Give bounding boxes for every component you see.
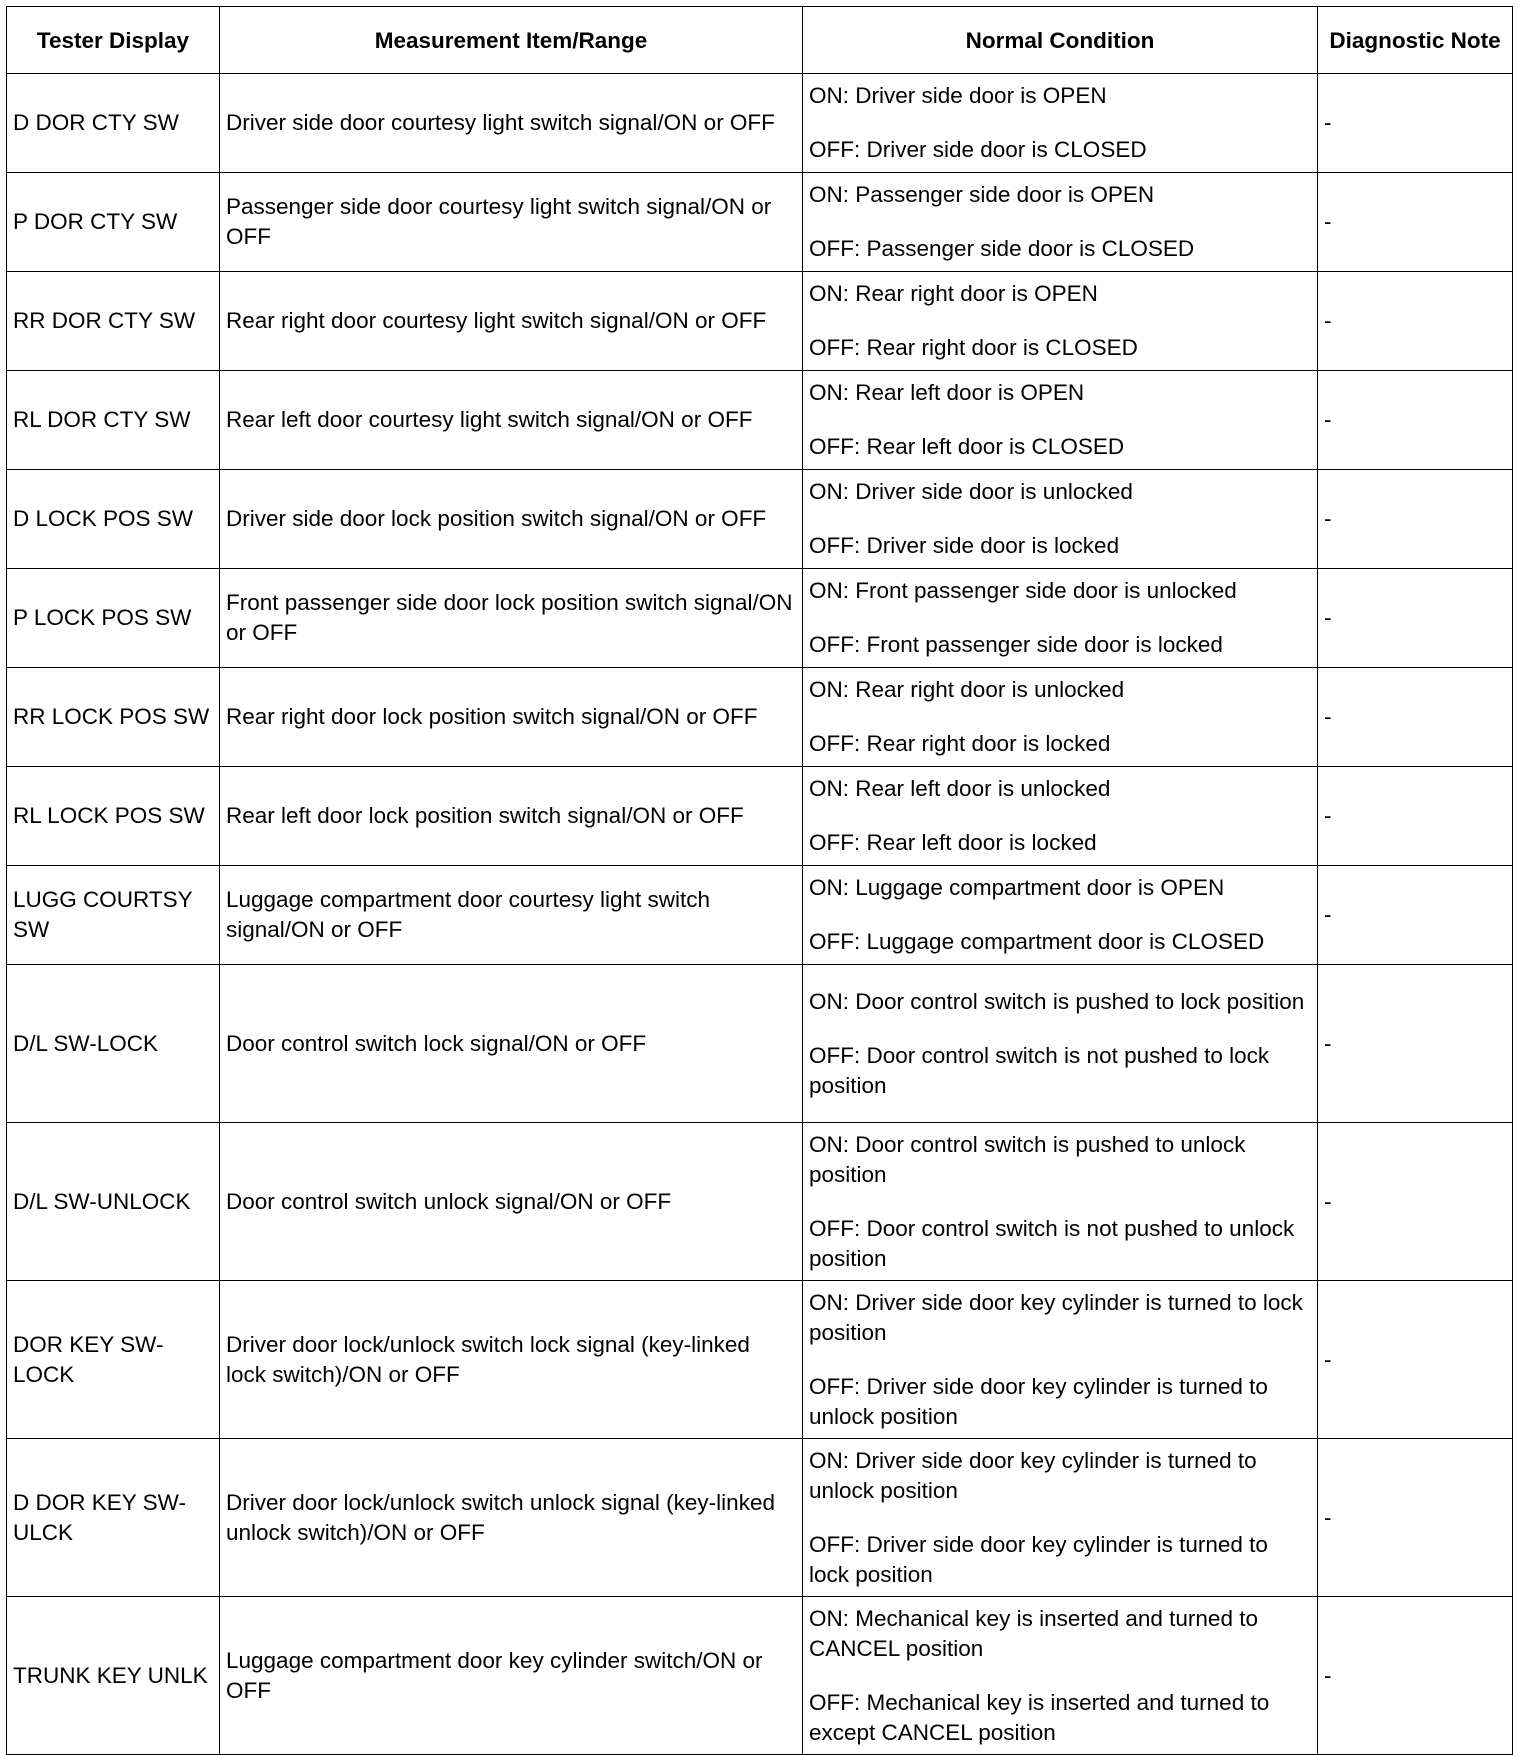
tester-display-cell: D/L SW-UNLOCK	[7, 1123, 220, 1281]
condition-on-text: ON: Passenger side door is OPEN	[809, 182, 1155, 207]
table-body	[7, 74, 1513, 1755]
condition-on-text: ON: Door control switch is pushed to lock position	[809, 988, 1305, 1014]
measurement-cell: Rear right door courtesy light switch signal/ON or OFF	[220, 272, 803, 371]
diagnostic-note-cell: -	[1318, 1439, 1513, 1597]
normal-condition-cell	[803, 272, 1318, 371]
normal-condition-cell	[803, 1281, 1318, 1439]
normal-condition-cell	[803, 569, 1318, 668]
condition-spacer	[809, 1190, 1311, 1214]
normal-condition-cell	[803, 866, 1318, 965]
data-list-sheet	[6, 6, 1512, 1755]
condition-spacer	[809, 210, 1311, 234]
tester-display-cell: P LOCK POS SW	[7, 569, 220, 668]
condition-off-text: OFF: Driver side door key cylinder is turned to unlock position	[809, 1373, 1268, 1429]
measurement-cell: Passenger side door courtesy light switch signal/ON or OFF	[220, 173, 803, 272]
condition-off-text: OFF: Driver side door key cylinder is turned to lock position	[809, 1531, 1268, 1587]
condition-off-text: OFF: Door control switch is not pushed to lock position	[809, 1042, 1270, 1098]
table-row	[7, 767, 1513, 866]
condition-off-text: OFF: Mechanical key is inserted and turned to except CANCEL position	[809, 1689, 1270, 1745]
table-row	[7, 1439, 1513, 1597]
diagnostic-note-cell: -	[1318, 965, 1513, 1123]
table-header-row	[7, 7, 1513, 74]
diagnostic-note-cell: -	[1318, 668, 1513, 767]
condition-off-text: OFF: Rear right door is locked	[809, 731, 1111, 756]
normal-condition-cell	[803, 74, 1318, 173]
condition-on-text: ON: Rear left door is unlocked	[809, 776, 1111, 801]
header-normal-condition: Normal Condition	[803, 7, 1318, 74]
tester-display-cell: TRUNK KEY UNLK	[7, 1597, 220, 1755]
tester-display-cell: RR LOCK POS SW	[7, 668, 220, 767]
condition-spacer	[809, 111, 1311, 135]
table-row	[7, 470, 1513, 569]
diagnostic-note-cell: -	[1318, 1597, 1513, 1755]
diagnostic-note-cell: -	[1318, 866, 1513, 965]
measurement-cell: Rear left door lock position switch signal/ON or OFF	[220, 767, 803, 866]
table-row	[7, 1123, 1513, 1281]
condition-on-text: ON: Driver side door key cylinder is turned to unlock position	[809, 1447, 1257, 1503]
measurement-cell: Door control switch unlock signal/ON or OFF	[220, 1123, 803, 1281]
condition-spacer	[809, 309, 1311, 333]
table-row	[7, 668, 1513, 767]
condition-spacer	[809, 507, 1311, 531]
tester-display-cell: RL LOCK POS SW	[7, 767, 220, 866]
table-row	[7, 1281, 1513, 1439]
normal-condition-cell	[803, 371, 1318, 470]
normal-condition-cell	[803, 1597, 1318, 1755]
diagnostic-note-cell: -	[1318, 272, 1513, 371]
condition-on-text: ON: Driver side door is OPEN	[809, 83, 1107, 108]
condition-spacer	[809, 1017, 1311, 1041]
normal-condition-cell	[803, 1123, 1318, 1281]
condition-on-text: ON: Luggage compartment door is OPEN	[809, 875, 1225, 900]
condition-off-text: OFF: Rear left door is CLOSED	[809, 434, 1125, 459]
normal-condition-cell	[803, 668, 1318, 767]
tester-display-cell: D DOR CTY SW	[7, 74, 220, 173]
condition-off-text: OFF: Rear right door is CLOSED	[809, 335, 1138, 360]
measurement-cell: Driver side door lock position switch signal/ON or OFF	[220, 470, 803, 569]
condition-off-text: OFF: Passenger side door is CLOSED	[809, 236, 1195, 261]
diagnostic-note-cell: -	[1318, 173, 1513, 272]
table-row	[7, 569, 1513, 668]
measurement-cell: Front passenger side door lock position switch signal/ON or OFF	[220, 569, 803, 668]
condition-on-text: ON: Rear left door is OPEN	[809, 380, 1085, 405]
table-row	[7, 371, 1513, 470]
condition-on-text: ON: Mechanical key is inserted and turned to CANCEL position	[809, 1605, 1258, 1661]
tester-display-cell: DOR KEY SW-LOCK	[7, 1281, 220, 1439]
condition-on-text: ON: Driver side door key cylinder is turned to lock position	[809, 1289, 1303, 1345]
measurement-cell: Driver door lock/unlock switch lock signal (key-linked lock switch)/ON or OFF	[220, 1281, 803, 1439]
diagnostic-note-cell: -	[1318, 1123, 1513, 1281]
tester-display-cell: P DOR CTY SW	[7, 173, 220, 272]
condition-on-text: ON: Rear right door is unlocked	[809, 677, 1125, 702]
condition-on-text: ON: Rear right door is OPEN	[809, 281, 1098, 306]
table-row	[7, 74, 1513, 173]
condition-off-text: OFF: Front passenger side door is locked	[809, 632, 1223, 657]
condition-spacer	[809, 606, 1311, 630]
diagnostic-note-cell: -	[1318, 371, 1513, 470]
normal-condition-cell	[803, 470, 1318, 569]
diagnostic-note-cell: -	[1318, 470, 1513, 569]
condition-off-text: OFF: Driver side door is locked	[809, 533, 1120, 558]
condition-off-text: OFF: Rear left door is locked	[809, 830, 1097, 855]
condition-off-text: OFF: Driver side door is CLOSED	[809, 137, 1147, 162]
measurement-cell: Driver side door courtesy light switch signal/ON or OFF	[220, 74, 803, 173]
measurement-cell: Luggage compartment door key cylinder switch/ON or OFF	[220, 1597, 803, 1755]
condition-spacer	[809, 804, 1311, 828]
normal-condition-cell	[803, 767, 1318, 866]
diagnostic-note-cell: -	[1318, 74, 1513, 173]
measurement-cell: Luggage compartment door courtesy light switch signal/ON or OFF	[220, 866, 803, 965]
condition-spacer	[809, 1348, 1311, 1372]
diagnostic-note-cell: -	[1318, 569, 1513, 668]
condition-off-text: OFF: Door control switch is not pushed to unlock position	[809, 1215, 1295, 1271]
table-row	[7, 1597, 1513, 1755]
normal-condition-cell	[803, 1439, 1318, 1597]
condition-on-text: ON: Front passenger side door is unlocked	[809, 578, 1237, 603]
normal-condition-cell	[803, 173, 1318, 272]
condition-spacer	[809, 705, 1311, 729]
condition-spacer	[809, 408, 1311, 432]
tester-display-cell: RR DOR CTY SW	[7, 272, 220, 371]
tester-display-cell: D LOCK POS SW	[7, 470, 220, 569]
header-measurement: Measurement Item/Range	[220, 7, 803, 74]
tester-display-cell: LUGG COURTSY SW	[7, 866, 220, 965]
table-row	[7, 965, 1513, 1123]
condition-spacer	[809, 903, 1311, 927]
header-diagnostic-note: Diagnostic Note	[1318, 7, 1513, 74]
table-row	[7, 272, 1513, 371]
tester-display-cell: D DOR KEY SW-ULCK	[7, 1439, 220, 1597]
diagnostic-note-cell: -	[1318, 767, 1513, 866]
measurement-cell: Driver door lock/unlock switch unlock signal (key-linked unlock switch)/ON or OFF	[220, 1439, 803, 1597]
condition-off-text: OFF: Luggage compartment door is CLOSED	[809, 929, 1265, 954]
condition-on-text: ON: Driver side door is unlocked	[809, 479, 1133, 504]
table-row	[7, 173, 1513, 272]
condition-spacer	[809, 1664, 1311, 1688]
tester-display-cell: RL DOR CTY SW	[7, 371, 220, 470]
normal-condition-cell	[803, 965, 1318, 1123]
measurement-cell: Rear right door lock position switch signal/ON or OFF	[220, 668, 803, 767]
data-list-table	[6, 6, 1513, 1755]
measurement-cell: Door control switch lock signal/ON or OFF	[220, 965, 803, 1123]
diagnostic-note-cell: -	[1318, 1281, 1513, 1439]
tester-display-cell: D/L SW-LOCK	[7, 965, 220, 1123]
condition-spacer	[809, 1506, 1311, 1530]
table-row	[7, 866, 1513, 965]
measurement-cell: Rear left door courtesy light switch signal/ON or OFF	[220, 371, 803, 470]
header-tester-display: Tester Display	[7, 7, 220, 74]
condition-on-text: ON: Door control switch is pushed to unlock position	[809, 1131, 1246, 1187]
